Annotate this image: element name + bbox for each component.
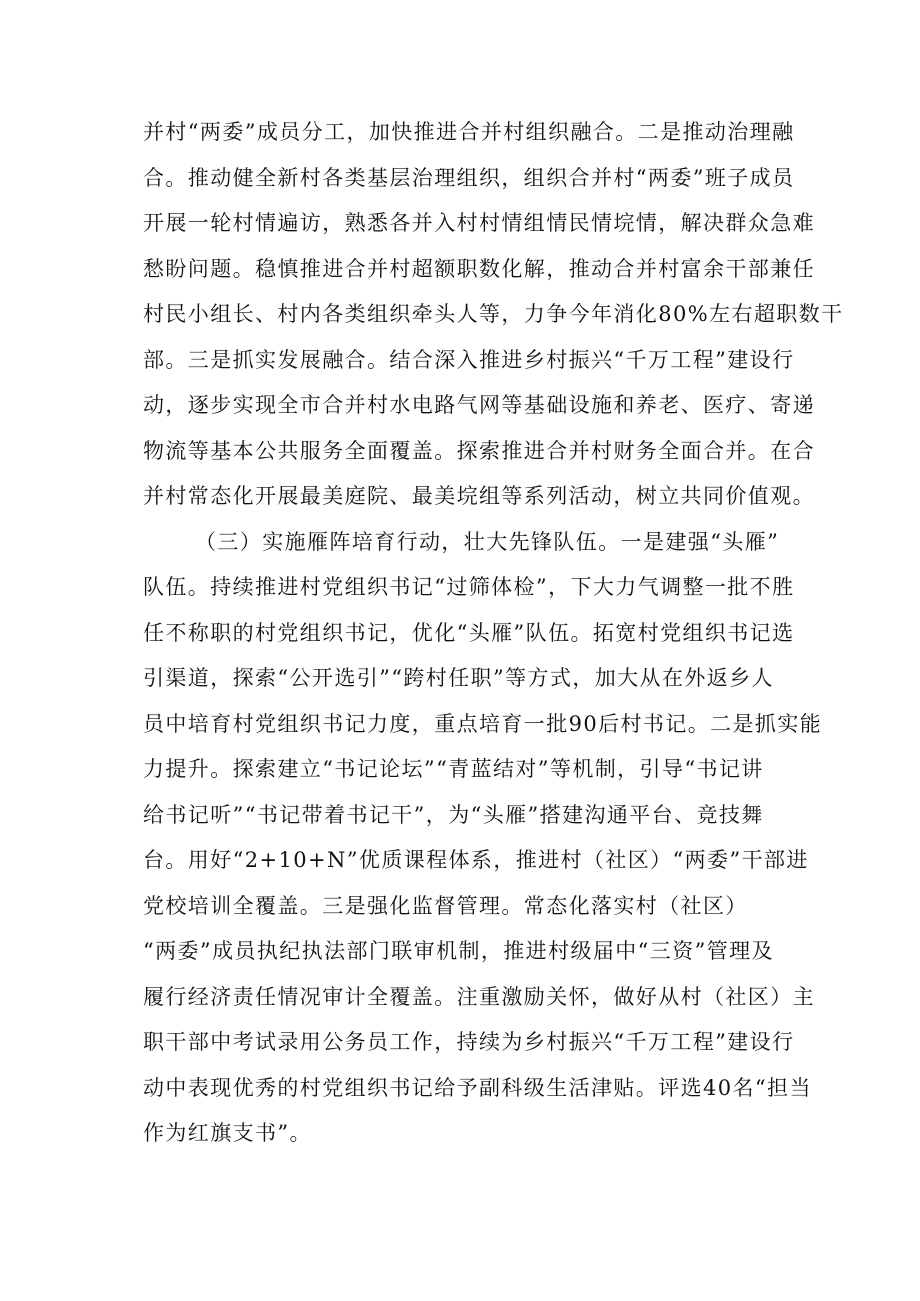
section-heading-line: （三）实施雁阵培育行动，壮大先锋队伍。一是建强“头雁” [195,529,780,554]
text-line: 并村常态化开展最美庭院、最美垸组等系列活动，树立共同价值观。 [143,484,815,508]
text-line: 任不称职的村党组织书记，优化“头雁”队伍。拓宽村党组织书记选 [143,620,795,645]
text-line: 队伍。持续推进村党组织书记“过筛体检”，下大力气调整一批不胜 [143,575,795,599]
text-line: 作为红旗支书”。 [143,1121,312,1145]
text-line: 台。用好“2+10+N”优质课程体系，推进村（社区）“两委”干部进 [143,848,809,872]
text-line: “两委”成员执纪执法部门联审机制，推进村级届中“三资”管理及 [143,939,774,963]
document-body [143,110,844,1157]
text-line: 合。推动健全新村各类基层治理组织，组织合并村“两委”班子成员 [143,165,795,190]
text-line: 开展一轮村情遍访，熟悉各并入村村情组情民情垸情，解决群众急难 [143,211,815,235]
text-line: 愁盼问题。稳慎推进合并村超额职数化解，推动合并村富余干部兼任 [143,256,815,281]
text-line: 并村“两委”成员分工，加快推进合并村组织融合。二是推动治理融 [143,120,795,144]
text-line: 村民小组长、村内各类组织牵头人等，力争今年消化80%左右超职数干 [143,302,844,326]
text-line: 职干部中考试录用公务员工作，持续为乡村振兴“千万工程”建设行 [143,1030,795,1054]
text-line: 部。三是抓实发展融合。结合深入推进乡村振兴“千万工程”建设行 [143,347,795,372]
text-line: 动，逐步实现全市合并村水电路气网等基础设施和养老、医疗、寄递 [143,393,815,417]
text-line: 引渠道，探索“公开选引”“跨村任职”等方式，加大从在外返乡人 [143,666,774,690]
text-line: 物流等基本公共服务全面覆盖。探索推进合并村财务全面合并。在合 [143,438,815,463]
text-line: 履行经济责任情况审计全覆盖。注重激励关怀，做好从村（社区）主 [143,984,815,1009]
text-line: 给书记听”“书记带着书记干”，为“头雁”搭建沟通平台、竞技舞 [143,802,764,827]
text-line: 力提升。探索建立“书记论坛”“青蓝结对”等机制，引导“书记讲 [143,757,764,781]
text-line: 动中表现优秀的村党组织书记给予副科级生活津贴。评选40名“担当 [143,1075,812,1100]
text-line: 党校培训全覆盖。三是强化监督管理。常态化落实村（社区） [143,893,748,918]
text-line: 员中培育村党组织书记力度，重点培育一批90后村书记。二是抓实能 [143,711,823,736]
